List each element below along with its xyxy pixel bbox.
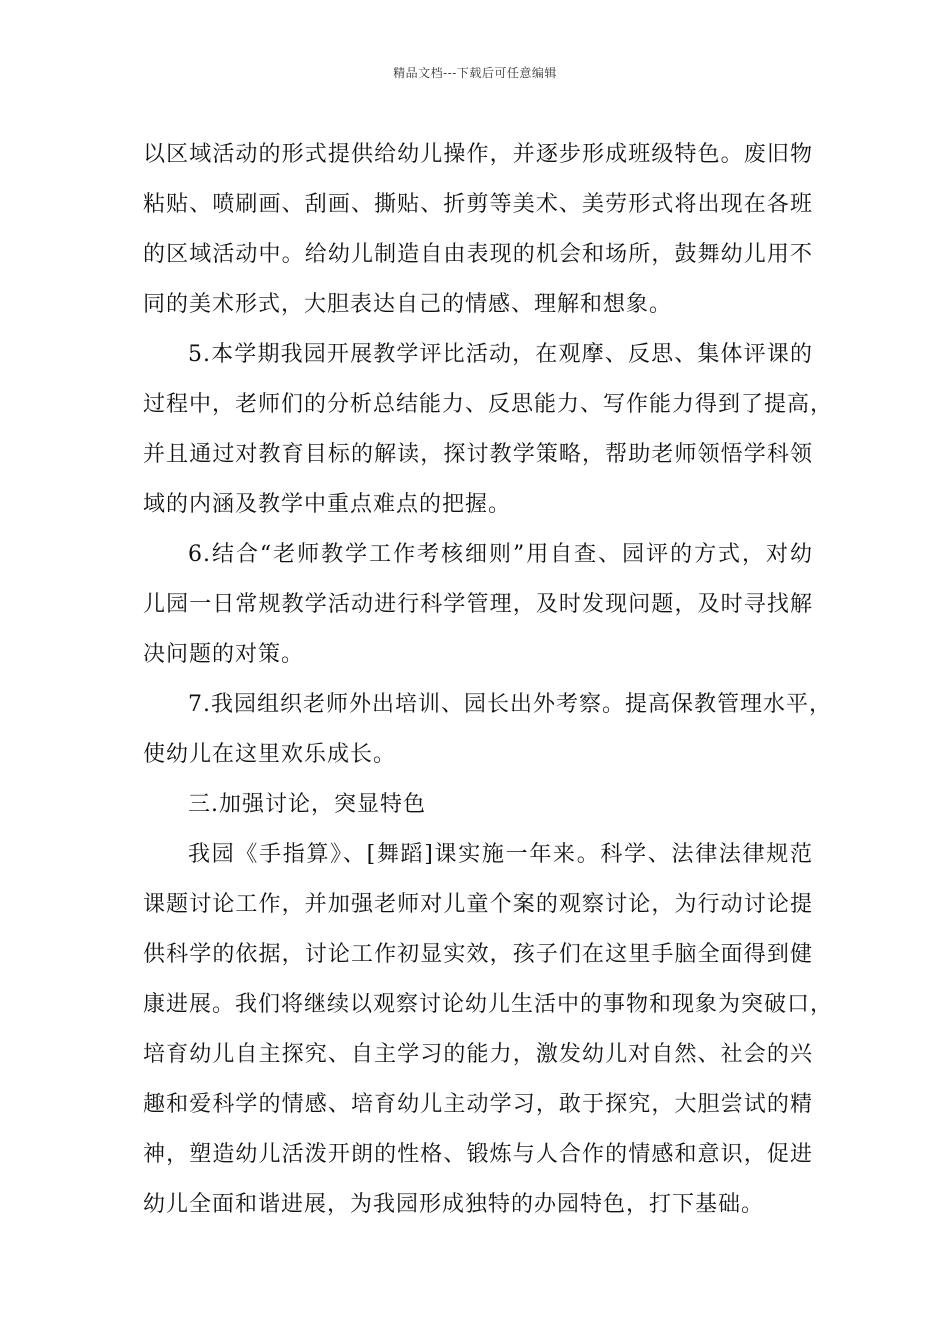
text-line: 粘贴、喷刷画、刮画、撕贴、折剪等美术、美劳形式将出现在各班 bbox=[143, 192, 813, 217]
paragraph-first-line: 6.结合“老师教学工作考核细则”用自查、园评的方式，对幼 bbox=[188, 542, 813, 567]
text-line: 并且通过对教育目标的解读，探讨教学策略，帮助老师领悟学科领 bbox=[143, 442, 813, 467]
section-heading: 三.加强讨论，突显特色 bbox=[188, 792, 426, 817]
text-line: 使幼儿在这里欢乐成长。 bbox=[143, 742, 397, 767]
text-line: 培育幼儿自主探究、自主学习的能力，激发幼儿对自然、社会的兴 bbox=[143, 1042, 813, 1067]
text-line: 过程中，老师们的分析总结能力、反思能力、写作能力得到了提高， bbox=[143, 392, 834, 417]
text-line: 域的内涵及教学中重点难点的把握。 bbox=[143, 492, 512, 517]
text-line: 以区域活动的形式提供给幼儿操作，并逐步形成班级特色。废旧物 bbox=[143, 142, 813, 167]
text-line: 供科学的依据，讨论工作初显实效，孩子们在这里手脑全面得到健 bbox=[143, 942, 813, 967]
text-line: 决问题的对策。 bbox=[143, 642, 305, 667]
text-line: 神，塑造幼儿活泼开朗的性格、锻炼与人合作的情感和意识，促进 bbox=[143, 1142, 813, 1167]
text-line: 康进展。我们将继续以观察讨论幼儿生活中的事物和现象为突破口， bbox=[143, 992, 834, 1017]
text-line: 的区域活动中。给幼儿制造自由表现的机会和场所，鼓舞幼儿用不 bbox=[143, 242, 813, 267]
paragraph-first-line: 5.本学期我园开展教学评比活动，在观摩、反思、集体评课的 bbox=[188, 342, 813, 367]
text-line: 趣和爱科学的情感、培育幼儿主动学习，敢于探究，大胆尝试的精 bbox=[143, 1092, 813, 1117]
text-line: 课题讨论工作，并加强老师对儿童个案的观察讨论，为行动讨论提 bbox=[143, 892, 813, 917]
text-line: 同的美术形式，大胆表达自己的情感、理解和想象。 bbox=[143, 292, 673, 317]
text-line: 幼儿全面和谐进展，为我园形成独特的办园特色，打下基础。 bbox=[143, 1192, 765, 1217]
page-header: 精品文档---下载后可任意编辑 bbox=[393, 66, 557, 80]
paragraph-first-line: 7.我园组织老师外出培训、园长出外考察。提高保教管理水平， bbox=[188, 692, 832, 717]
text-line: 儿园一日常规教学活动进行科学管理，及时发现问题，及时寻找解 bbox=[143, 592, 813, 617]
document-body bbox=[143, 130, 834, 1230]
paragraph-first-line: 我园《手指算》、[舞蹈]课实施一年来。科学、法律法律规范 bbox=[188, 842, 813, 867]
